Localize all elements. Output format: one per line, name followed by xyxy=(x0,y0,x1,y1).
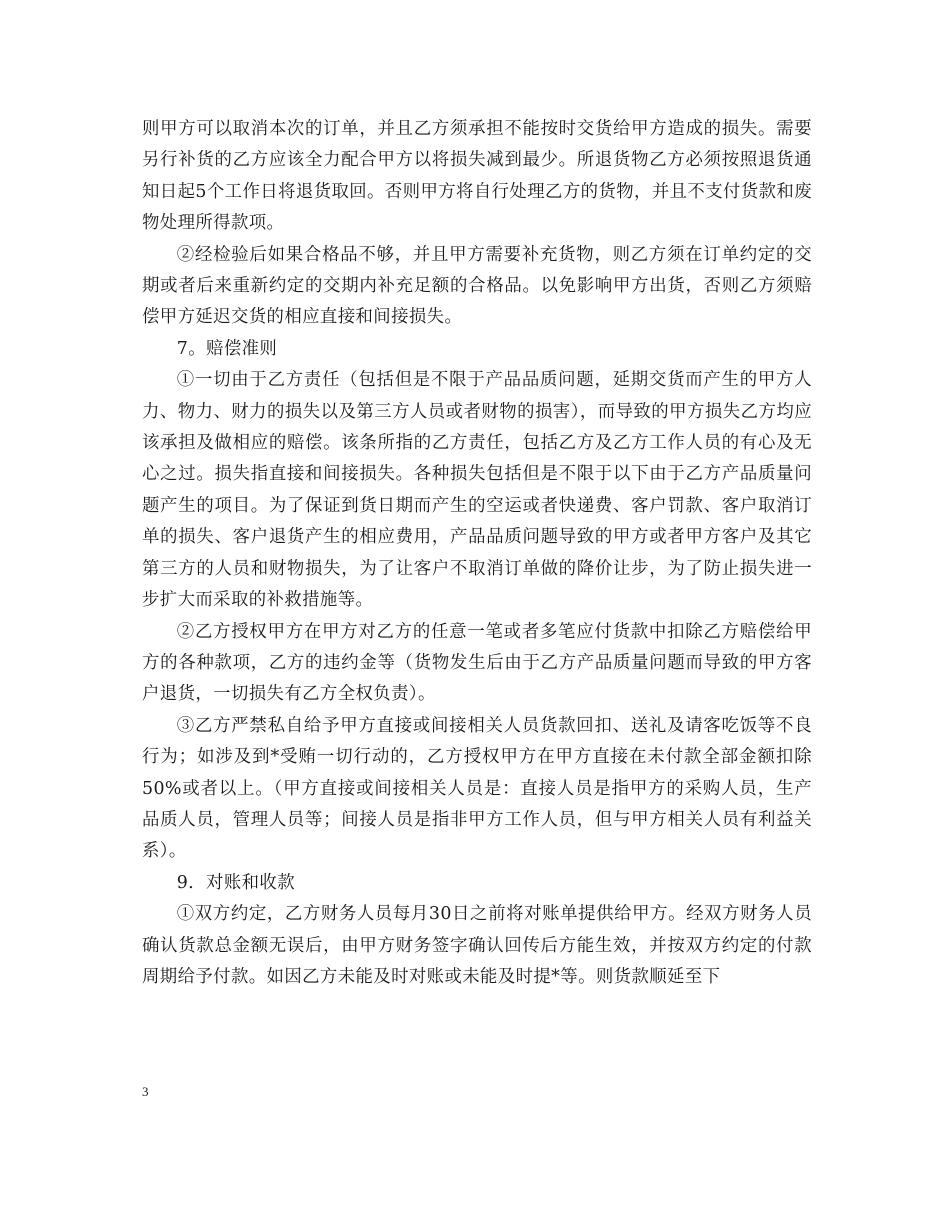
paragraph-compensation-1: ①一切由于乙方责任（包括但是不限于产品品质问题，延期交货而产生的甲方人力、物力、财力的损失以及第三方人员或者财物的损害），而导致的甲方损失乙方均应该承担及做相应的赔偿。该条所指的乙方责任，包括乙方及乙方工作人员的有心及无心之过。损失指直接和间接损失。各种损失包括但是不限于以下由于乙方产品质量问题产生的项目。为了保证到货日期而产生的空运或者快递费、客户罚款、客户取消订单的损失、客户退货产生的相应费用，产品品质问题导致的甲方或者甲方客户及其它第三方的人员和财物损失，为了让客户不取消订单做的降价让步，为了防止损失进一步扩大而采取的补救措施等。 xyxy=(142,370,812,611)
section-heading-compensation: 7。赔偿准则 xyxy=(176,338,278,359)
page-number: 3 xyxy=(142,1084,149,1099)
document-body xyxy=(142,114,812,993)
paragraph-clause-2: ②经检验后如果合格品不够，并且甲方需要补充货物，则乙方须在订单约定的交期或者后来重新约定的交期内补充足额的合格品。以免影响甲方出货，否则乙方须赔偿甲方延迟交货的相应直接和间接损失。 xyxy=(142,244,812,328)
paragraph-continuation: 则甲方可以取消本次的订单，并且乙方须承担不能按时交货给甲方造成的损失。需要另行补货的乙方应该全力配合甲方以将损失减到最少。所退货物乙方必须按照退货通知日起5个工作日将退货取回。否则甲方将自行处理乙方的货物，并且不支付货款和废物处理所得款项。 xyxy=(142,119,812,234)
paragraph-compensation-2: ②乙方授权甲方在甲方对乙方的任意一笔或者多笔应付货款中扣除乙方赔偿给甲方的各种款项，乙方的违约金等（货物发生后由于乙方产品质量问题而导致的甲方客户退货，一切损失有乙方全权负责）。 xyxy=(142,621,812,705)
paragraph-compensation-3: ③乙方严禁私自给予甲方直接或间接相关人员货款回扣、送礼及请客吃饭等不良行为；如涉及到*受贿一切行动的，乙方授权甲方在甲方直接在未付款全部金额扣除50%或者以上。（甲方直接或间接相关人员是：直接人员是指甲方的采购人员，生产品质人员，管理人员等；间接人员是指非甲方工作人员，但与甲方相关人员有利益关系）。 xyxy=(142,715,812,862)
section-heading-reconciliation: 9．对账和收款 xyxy=(176,872,296,893)
paragraph-reconciliation-1: ①双方约定，乙方财务人员每月30日之前将对账单提供给甲方。经双方财务人员确认货款总金额无误后，由甲方财务签字确认回传后方能生效，并按双方约定的付款周期给予付款。如因乙方未能及时对账或未能及时提*等。则货款顺延至下 xyxy=(142,904,812,987)
